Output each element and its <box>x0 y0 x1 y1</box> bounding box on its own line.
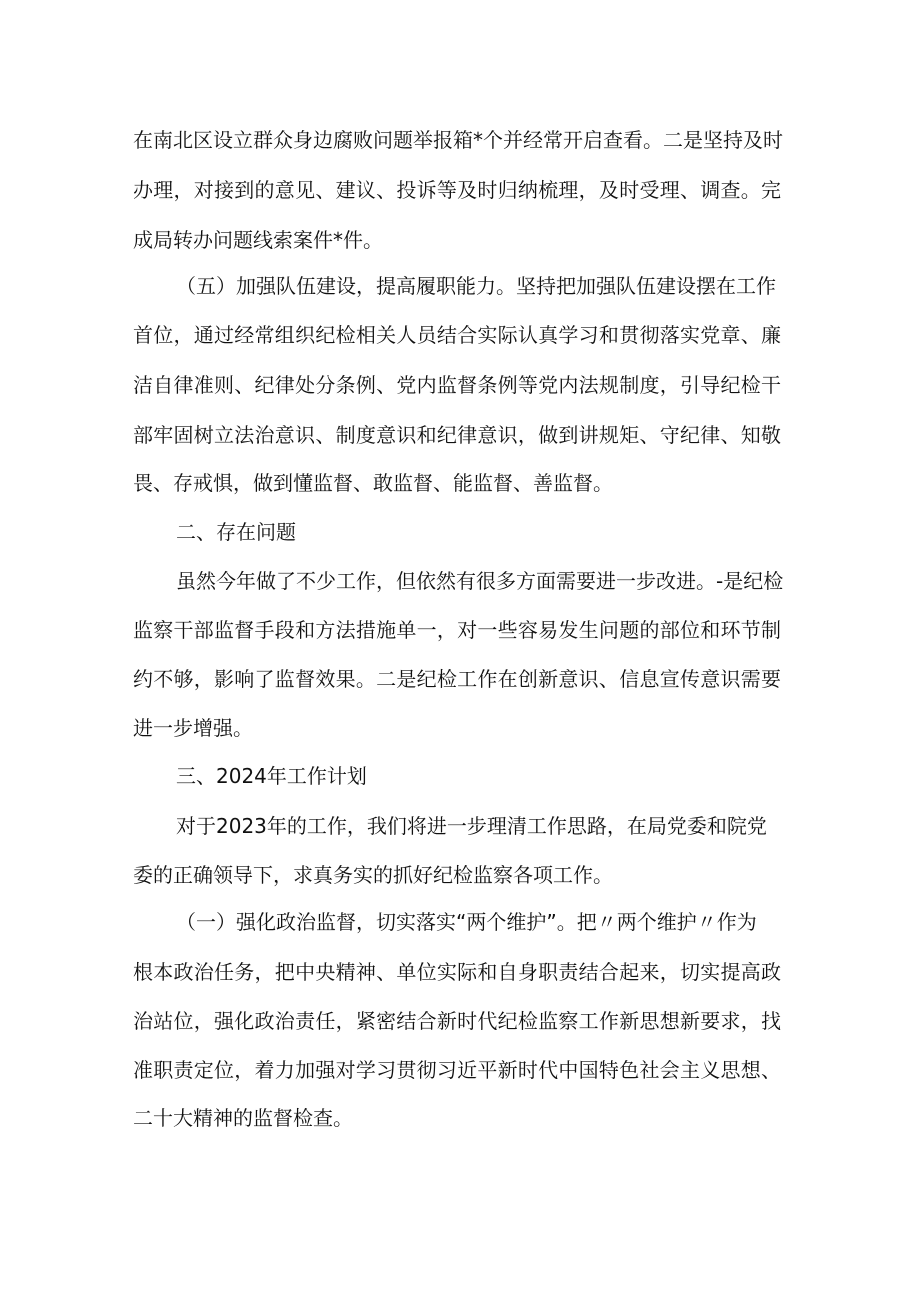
text-line: 在南北区设立群众身边腐败问题举报箱*个并经常开启查看。二是坚持及时 <box>133 128 783 152</box>
text-line: 根本政治任务，把中央精神、单位实际和自身职责结合起来，切实提高政 <box>133 960 781 984</box>
text-line: 部牢固树立法治意识、制度意识和纪律意识，做到讲规矩、守纪律、知敬 <box>133 423 781 447</box>
text-line: 成局转办问题线索案件*件。 <box>133 228 383 252</box>
text-line: 对于2023年的工作，我们将进一步理清工作思路，在局党委和院党 <box>176 814 767 838</box>
text-line: 办理，对接到的意见、建议、投诉等及时归纳梳理，及时受理、调查。完 <box>133 178 781 202</box>
text-line: 二十大精神的监督检查。 <box>133 1106 353 1130</box>
text-line: 监察干部监督手段和方法措施单一，对一些容易发生问题的部位和环节制 <box>133 618 781 642</box>
text-line: 约不够，影响了监督效果。二是纪检工作在创新意识、信息宣传意识需要 <box>133 667 781 691</box>
text-line: 进一步增强。 <box>133 716 253 740</box>
text-line: 首位，通过经常组织纪检相关人员结合实际认真学习和贯彻落实党章、廉 <box>133 323 781 347</box>
text-line: 准职责定位，着力加强对学习贯彻习近平新时代中国特色社会主义思想、 <box>133 1058 781 1082</box>
text-line: 委的正确领导下，求真务实的抓好纪检监察各项工作。 <box>133 863 613 887</box>
text-line: （五）加强队伍建设，提高履职能力。坚持把加强队伍建设摆在工作 <box>176 274 776 298</box>
section-heading: 二、存在问题 <box>176 520 296 544</box>
text-line: 洁自律准则、纪律处分条例、党内监督条例等党内法规制度，引导纪检干 <box>133 373 781 397</box>
text-line: 虽然今年做了不少工作，但依然有很多方面需要进一步改进。-是纪检 <box>176 569 784 593</box>
section-heading: 三、2024年工作计划 <box>176 764 367 788</box>
text-line: （一）强化政治监督，切实落实“两个维护”。把〃两个维护〃作为 <box>176 910 757 934</box>
text-line: 治站位，强化政治责任，紧密结合新时代纪检监察工作新思想新要求，找 <box>133 1009 781 1033</box>
text-line: 畏、存戒惧，做到懂监督、敢监督、能监督、善监督。 <box>133 471 613 495</box>
